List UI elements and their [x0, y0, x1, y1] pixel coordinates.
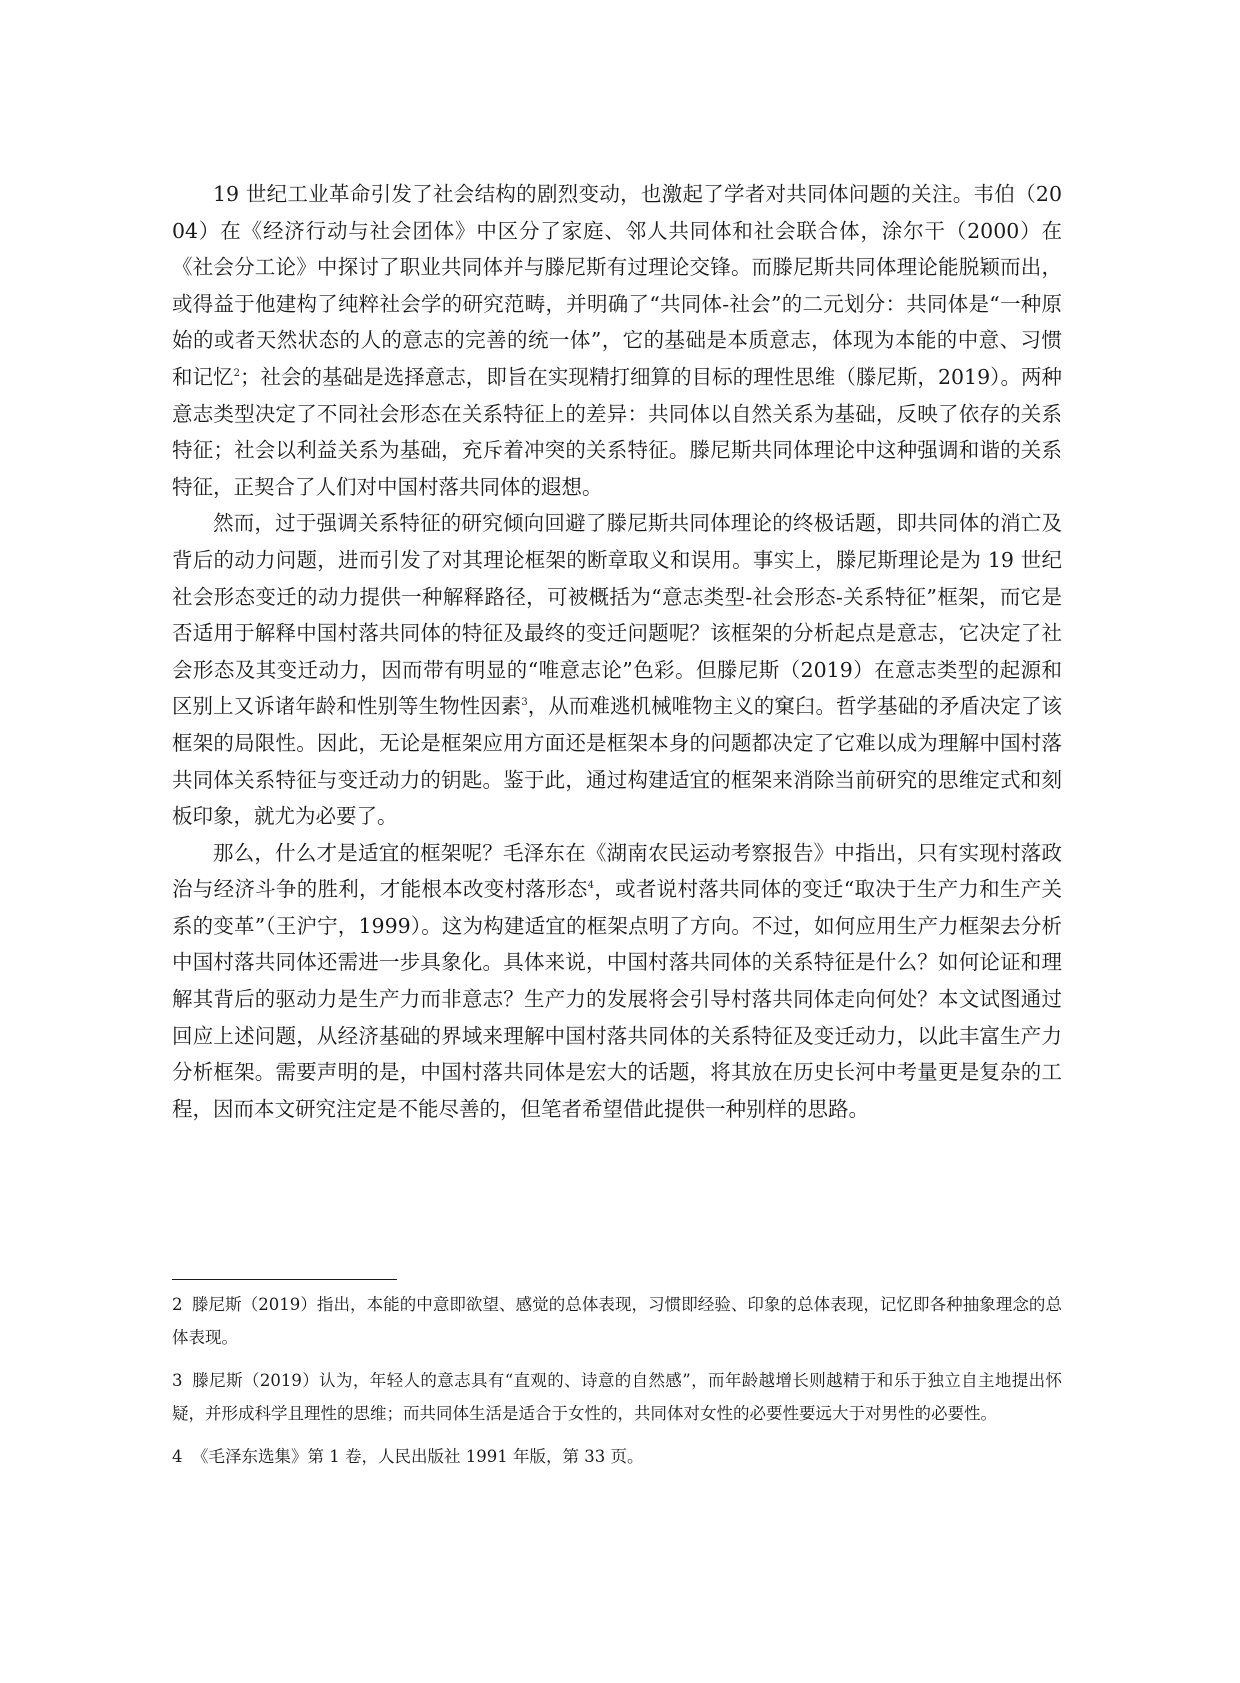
footnote-reference-4[interactable]: 4 — [587, 880, 595, 892]
paragraph-1-text: 19 世纪工业革命引发了社会结构的剧烈变动，也激起了学者对共同体问题的关注。韦伯（2004）在《经济行动与社会团体》中区分了家庭、邻人共同体和社会联合体，涂尔干（2000）在《社会分工论》中探讨了职业共同体并与滕尼斯有过理论交锋。而滕尼斯共同体理论能脱颖而出，或得益于他建构了纯粹社会学的研究范畴，并明确了“共同体-社会”的二元划分：共同体是“一种原始的或者天然状态的人的意志的完善的统一体”，它的基础是本质意志，体现为本能的中意、习惯和记忆 — [172, 182, 1062, 389]
footnote-3 — [172, 1364, 1062, 1430]
footnote-text: 《毛泽东选集》第 1 卷，人民出版社 1991 年版，第 33 页。 — [192, 1447, 644, 1466]
footnote-reference-3[interactable]: 3 — [521, 697, 528, 709]
paragraph-2 — [172, 505, 1062, 834]
footnotes — [172, 1288, 1062, 1483]
footnote-4 — [172, 1440, 1062, 1473]
paragraph-3-text-cont: ，或者说村落共同体的变迁“取决于生产力和生产关系的变革”（王沪宁，1999）。这为构建适宜的框架点明了方向。不过，如何应用生产力框架去分析中国村落共同体还需进一步具象化。具体来说，中国村落共同体的关系特征是什么？如何论证和理解其背后的驱动力是生产力而非意志？生产力的发展将会引导村落共同体走向何处？本文试图通过回应上述问题，从经济基础的界域来理解中国村落共同体的关系特征及变迁动力，以此丰富生产力分析框架。需要声明的是，中国村落共同体是宏大的话题，将其放在历史长河中考量更是复杂的工程，因而本文研究注定是不能尽善的，但笔者希望借此提供一种别样的思路。 — [172, 877, 1063, 1121]
paragraph-3 — [172, 835, 1062, 1128]
body-text — [172, 176, 1062, 1127]
paragraph-1-text-cont: ；社会的基础是选择意志，即旨在实现精打细算的目标的理性思维（滕尼斯，2019）。两种意志类型决定了不同社会形态在关系特征上的差异：共同体以自然关系为基础，反映了依存的关系特征；社会以利益关系为基础，充斥着冲突的关系特征。滕尼斯共同体理论中这种强调和谐的关系特征，正契合了人们对中国村落共同体的遐想。 — [172, 364, 1063, 499]
footnote-number: 2 — [172, 1295, 183, 1314]
footnote-2 — [172, 1288, 1062, 1354]
paragraph-2-text-cont: ，从而难逃机械唯物主义的窠臼。哲学基础的矛盾决定了该框架的局限性。因此，无论是框架应用方面还是框架本身的问题都决定了它难以成为理解中国村落共同体关系特征与变迁动力的钥匙。鉴于此，通过构建适宜的框架来消除当前研究的思维定式和刻板印象，就尤为必要了。 — [172, 694, 1063, 829]
footnote-text: 滕尼斯（2019）指出，本能的中意即欲望、感觉的总体表现，习惯即经验、印象的总体表现，记忆即各种抽象理念的总体表现。 — [172, 1295, 1062, 1347]
footnote-number: 4 — [172, 1447, 183, 1466]
footnote-separator — [172, 1279, 397, 1280]
paragraph-1 — [172, 176, 1062, 505]
footnote-reference-2[interactable]: 2 — [233, 368, 240, 380]
paragraph-2-text: 然而，过于强调关系特征的研究倾向回避了滕尼斯共同体理论的终极话题，即共同体的消亡及背后的动力问题，进而引发了对其理论框架的断章取义和误用。事实上，滕尼斯理论是为 19 世纪社会形态变迁的动力提供一种解释路径，可被概括为“意志类型-社会形态-关系特征”框架，而它是否适用于解释中国村落共同体的特征及最终的变迁问题呢？该框架的分析起点是意志，它决定了社会形态及其变迁动力，因而带有明显的“唯意志论”色彩。但滕尼斯（2019）在意志类型的起源和区别上又诉诸年龄和性别等生物性因素 — [172, 511, 1062, 719]
footnote-text: 滕尼斯（2019）认为，年轻人的意志具有“直观的、诗意的自然感”，而年龄越增长则越精于和乐于独立自主地提出怀疑，并形成科学且理性的思维；而共同体生活是适合于女性的，共同体对女性的必要性要远大于对男性的必要性。 — [172, 1371, 1062, 1423]
footnote-number: 3 — [172, 1371, 183, 1390]
paragraph-3-text: 那么，什么才是适宜的框架呢？毛泽东在《湖南农民运动考察报告》中指出，只有实现村落政治与经济斗争的胜利，才能根本改变村落形态 — [172, 840, 1062, 902]
